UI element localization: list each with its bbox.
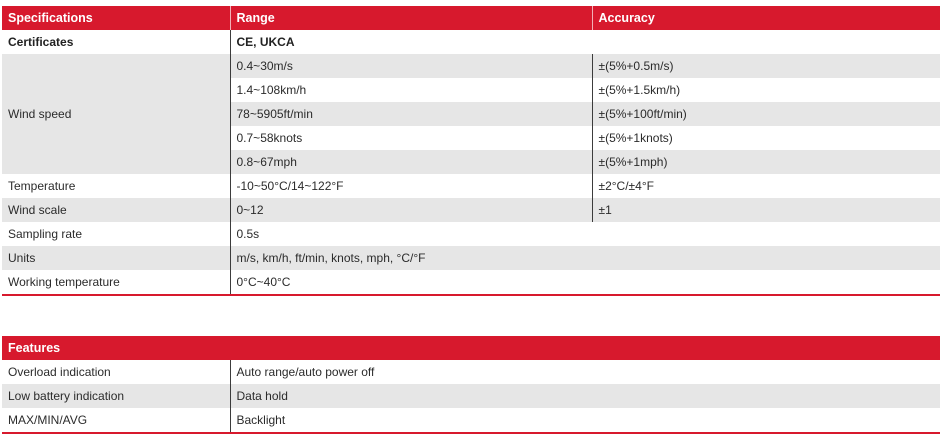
wind-speed-label: Wind speed xyxy=(2,54,230,174)
feature-right: Data hold xyxy=(230,384,940,408)
wind-speed-accuracy: ±(5%+100ft/min) xyxy=(592,102,940,126)
spec-header-row xyxy=(2,6,940,30)
header-features: Features xyxy=(2,336,940,360)
sampling-rate-label: Sampling rate xyxy=(8,227,83,241)
header-range: Range xyxy=(230,6,592,30)
wind-speed-range: 0.7~58knots xyxy=(230,126,592,150)
feature-left: MAX/MIN/AVG xyxy=(2,408,230,433)
sampling-rate-value: 0.5s xyxy=(230,222,940,246)
wind-speed-range: 0.8~67mph xyxy=(230,150,592,174)
units-label: Units xyxy=(2,246,230,270)
row-sampling-rate xyxy=(2,222,940,246)
feature-row xyxy=(2,408,940,433)
wind-speed-range: 78~5905ft/min xyxy=(230,102,592,126)
temperature-label: Temperature xyxy=(8,179,76,193)
units-value: m/s, km/h, ft/min, knots, mph, °C/°F xyxy=(230,246,940,270)
certificates-value: CE, UKCA xyxy=(230,30,940,54)
row-certificates xyxy=(2,30,940,54)
feature-row xyxy=(2,384,940,408)
certificates-label: Certificates xyxy=(8,35,74,49)
row-wind-speed-1 xyxy=(2,54,940,78)
wind-speed-range: 1.4~108km/h xyxy=(230,78,592,102)
features-table xyxy=(2,336,940,434)
features-header-row xyxy=(2,336,940,360)
row-working-temperature xyxy=(2,270,940,295)
working-temperature-label: Working temperature xyxy=(2,270,230,295)
feature-left: Overload indication xyxy=(8,365,111,379)
temperature-accuracy: ±2°C/±4°F xyxy=(592,174,940,198)
wind-speed-accuracy: ±(5%+1knots) xyxy=(592,126,940,150)
feature-right: Backlight xyxy=(230,408,940,433)
wind-speed-range: 0.4~30m/s xyxy=(230,54,592,78)
specifications-table xyxy=(2,6,940,296)
header-specifications: Specifications xyxy=(2,6,230,30)
wind-scale-range: 0~12 xyxy=(230,198,592,222)
wind-speed-accuracy: ±(5%+1.5km/h) xyxy=(592,78,940,102)
header-accuracy: Accuracy xyxy=(592,6,940,30)
feature-row xyxy=(2,360,940,384)
feature-right: Auto range/auto power off xyxy=(230,360,940,384)
wind-scale-accuracy: ±1 xyxy=(592,198,940,222)
working-temperature-value: 0°C~40°C xyxy=(230,270,940,295)
row-wind-scale xyxy=(2,198,940,222)
feature-left: Low battery indication xyxy=(2,384,230,408)
wind-speed-accuracy: ±(5%+0.5m/s) xyxy=(592,54,940,78)
row-units xyxy=(2,246,940,270)
temperature-range: -10~50°C/14~122°F xyxy=(230,174,592,198)
wind-speed-accuracy: ±(5%+1mph) xyxy=(592,150,940,174)
wind-scale-label: Wind scale xyxy=(2,198,230,222)
row-temperature xyxy=(2,174,940,198)
